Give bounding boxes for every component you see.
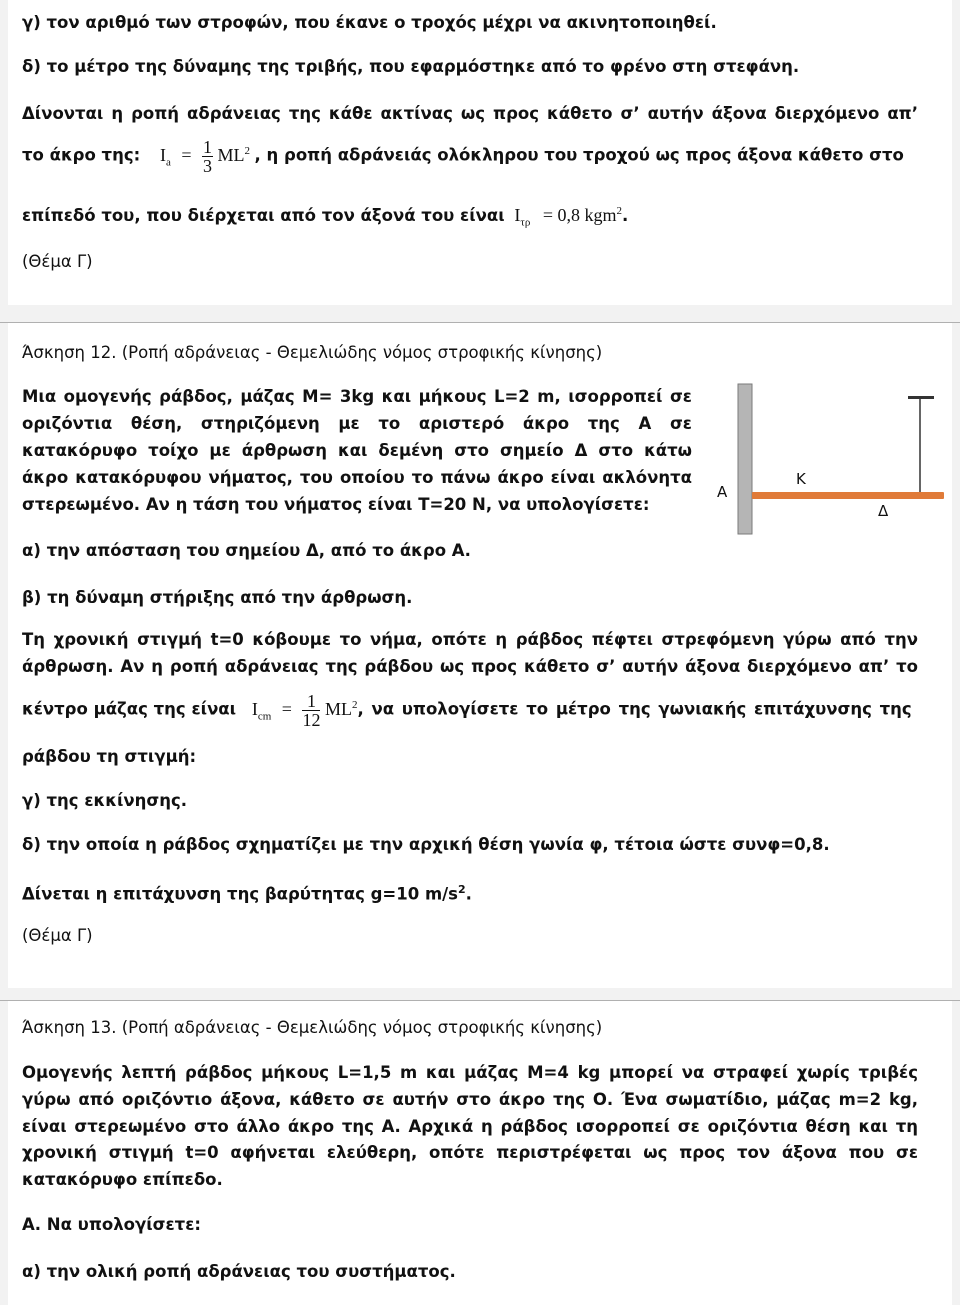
equation-icm — [251, 691, 358, 730]
gravity-exp: 2 — [458, 883, 466, 896]
question-d-12: δ) την οποία η ράβδος σχηματίζει με την αρχική θέση γωνία φ, τέτοια ώστε συνφ=0,8. — [22, 835, 830, 854]
eq2-dot: . — [622, 206, 629, 225]
question-b: β) τη δύναμη στήριξης από την άρθρωση. — [22, 588, 413, 607]
eq3-exp: 2 — [351, 698, 358, 711]
theme-label-12: (Θέμα Γ) — [22, 926, 93, 945]
eq3-numerator: 1 — [302, 692, 320, 711]
eq1-fraction — [202, 138, 213, 175]
calc-heading: Α. Να υπολογίσετε: — [22, 1215, 201, 1234]
rod — [752, 492, 944, 499]
equation-itr — [514, 205, 622, 229]
label-a: Α — [717, 483, 728, 501]
edge-line-post: , η ροπή αδράνειάς ολόκληρου του τροχού ως προς άξονα κάθετο στο — [254, 145, 904, 165]
cm-pre: κέντρο μάζας της είναι — [22, 699, 237, 719]
eq3-equals: = — [281, 698, 292, 719]
rod-wall-figure — [712, 380, 950, 538]
given-line: Δίνονται η ροπή αδράνειας της κάθε ακτίνας ως προς κάθετο σ’ αυτήν άξονα διερχόμενο απ’ — [22, 104, 918, 123]
question-a: α) την απόσταση του σημείου Δ, από το άκρο Α. — [22, 541, 471, 560]
paragraph-line: άκρο κατακόρυφου νήματος, του οποίου το πάνω άκρο είναι ακλόνητα — [22, 468, 692, 487]
question-d: δ) το μέτρο της δύναμης της τριβής, που εφαρμόστηκε από το φρένο στη στεφάνη. — [22, 57, 800, 76]
edge-line-pre: το άκρο της: — [22, 145, 141, 165]
equation-ia — [159, 137, 255, 176]
cm-post: , να υπολογίσετε το μέτρο της γωνιακής επιτάχυνσης της — [357, 699, 912, 719]
paragraph-line: Μια ομογενής ράβδος, μάζας Μ= 3kg και μήκους L=2 m, ισορροπεί σε — [22, 387, 692, 406]
paragraph-line: γύρω από οριζόντιο άξονα, κάθετο σε αυτήν στο άκρο της Ο. Ένα σωματίδιο, μάζας m=2 kg, — [22, 1090, 918, 1109]
eq1-equals: = — [181, 144, 192, 165]
paragraph-line: Ομογενής λεπτή ράβδος μήκους L=1,5 m και μάζας Μ=4 kg μπορεί να στραφεί χωρίς τριβές — [22, 1063, 918, 1082]
eq3-fraction — [302, 692, 320, 729]
ceiling-support — [908, 396, 934, 399]
eq1-numerator: 1 — [203, 137, 213, 157]
theme-label: (Θέμα Γ) — [22, 252, 93, 271]
paragraph-line: χρονική στιγμή t=0 αφήνεται ελεύθερη, οπότε περιστρέφεται ως προς τον άξονα που σε — [22, 1143, 918, 1162]
eq3-sub: cm — [257, 710, 272, 723]
eq1-ml: ML — [217, 144, 245, 165]
eq1-exp: 2 — [244, 144, 251, 157]
paragraph-line: κατακόρυφο τοίχο με άρθρωση και δεμένη στο σημείο Δ στο κάτω — [22, 441, 692, 460]
eq2-exp: 2 — [616, 205, 622, 217]
eq3-ml: ML — [324, 698, 352, 719]
plane-line-pre: επίπεδό του, που διέρχεται από τον άξονά του είναι — [22, 206, 505, 225]
exercise-13-title: Άσκηση 13. (Ροπή αδράνειας - Θεμελιώδης νόμος στροφικής κίνησης) — [22, 1018, 603, 1037]
paragraph-line: οριζόντια θέση, στηριζόμενη με το αριστερό άκρο της Α σε — [22, 414, 692, 433]
gravity-pre: Δίνεται η επιτάχυνση της βαρύτητας g=10 m/s — [22, 884, 459, 904]
question-a-13: α) την ολική ροπή αδράνειας του συστήματος. — [22, 1262, 456, 1281]
cut-line-2: άρθρωση. Αν η ροπή αδράνειας της ράβδου ως προς κάθετο σ’ αυτήν άξονα διερχόμενο απ’ το — [22, 657, 918, 676]
cm-line — [22, 692, 918, 729]
exercise-12-title: Άσκηση 12. (Ροπή αδράνειας - Θεμελιώδης νόμος στροφικής κίνησης) — [22, 343, 603, 362]
gravity-line — [22, 879, 472, 906]
question-g: γ) τον αριθμό των στροφών, που έκανε ο τροχός μέχρι να ακινητοποιηθεί. — [22, 13, 717, 32]
eq1-denominator: 3 — [203, 156, 213, 176]
figure-svg — [712, 380, 950, 538]
eq1-i: I — [159, 144, 166, 165]
paragraph-line: κατακόρυφο επίπεδο. — [22, 1170, 223, 1189]
paragraph-line: είναι στερεωμένο στο άλλο άκρο της Α. Αρχικά η ράβδος ισορροπεί σε οριζόντια θέση και τη — [22, 1117, 918, 1136]
label-k: Κ — [796, 470, 806, 488]
cut-line-1: Τη χρονική στιγμή t=0 κόβουμε το νήμα, οπότε η ράβδος πέφτει στρεφόμενη γύρω από την — [22, 630, 918, 649]
eq3-i: I — [251, 698, 258, 719]
plane-line — [22, 200, 628, 234]
gravity-post: . — [465, 884, 472, 904]
moment-line: ράβδου τη στιγμή: — [22, 747, 197, 766]
paragraph-line: στερεωμένο. Αν η τάση του νήματος είναι Τ=20 Ν, να υπολογίσετε: — [22, 495, 650, 514]
eq1-sub: a — [165, 156, 171, 169]
eq2-i: I — [514, 205, 521, 225]
wall — [738, 384, 752, 534]
eq2-value: = 0,8 kgm — [542, 205, 617, 225]
edge-line — [22, 138, 904, 175]
eq3-denominator: 12 — [302, 710, 321, 730]
question-g-12: γ) της εκκίνησης. — [22, 791, 188, 810]
label-d: Δ — [878, 502, 889, 520]
eq2-sub: τρ — [520, 216, 531, 229]
